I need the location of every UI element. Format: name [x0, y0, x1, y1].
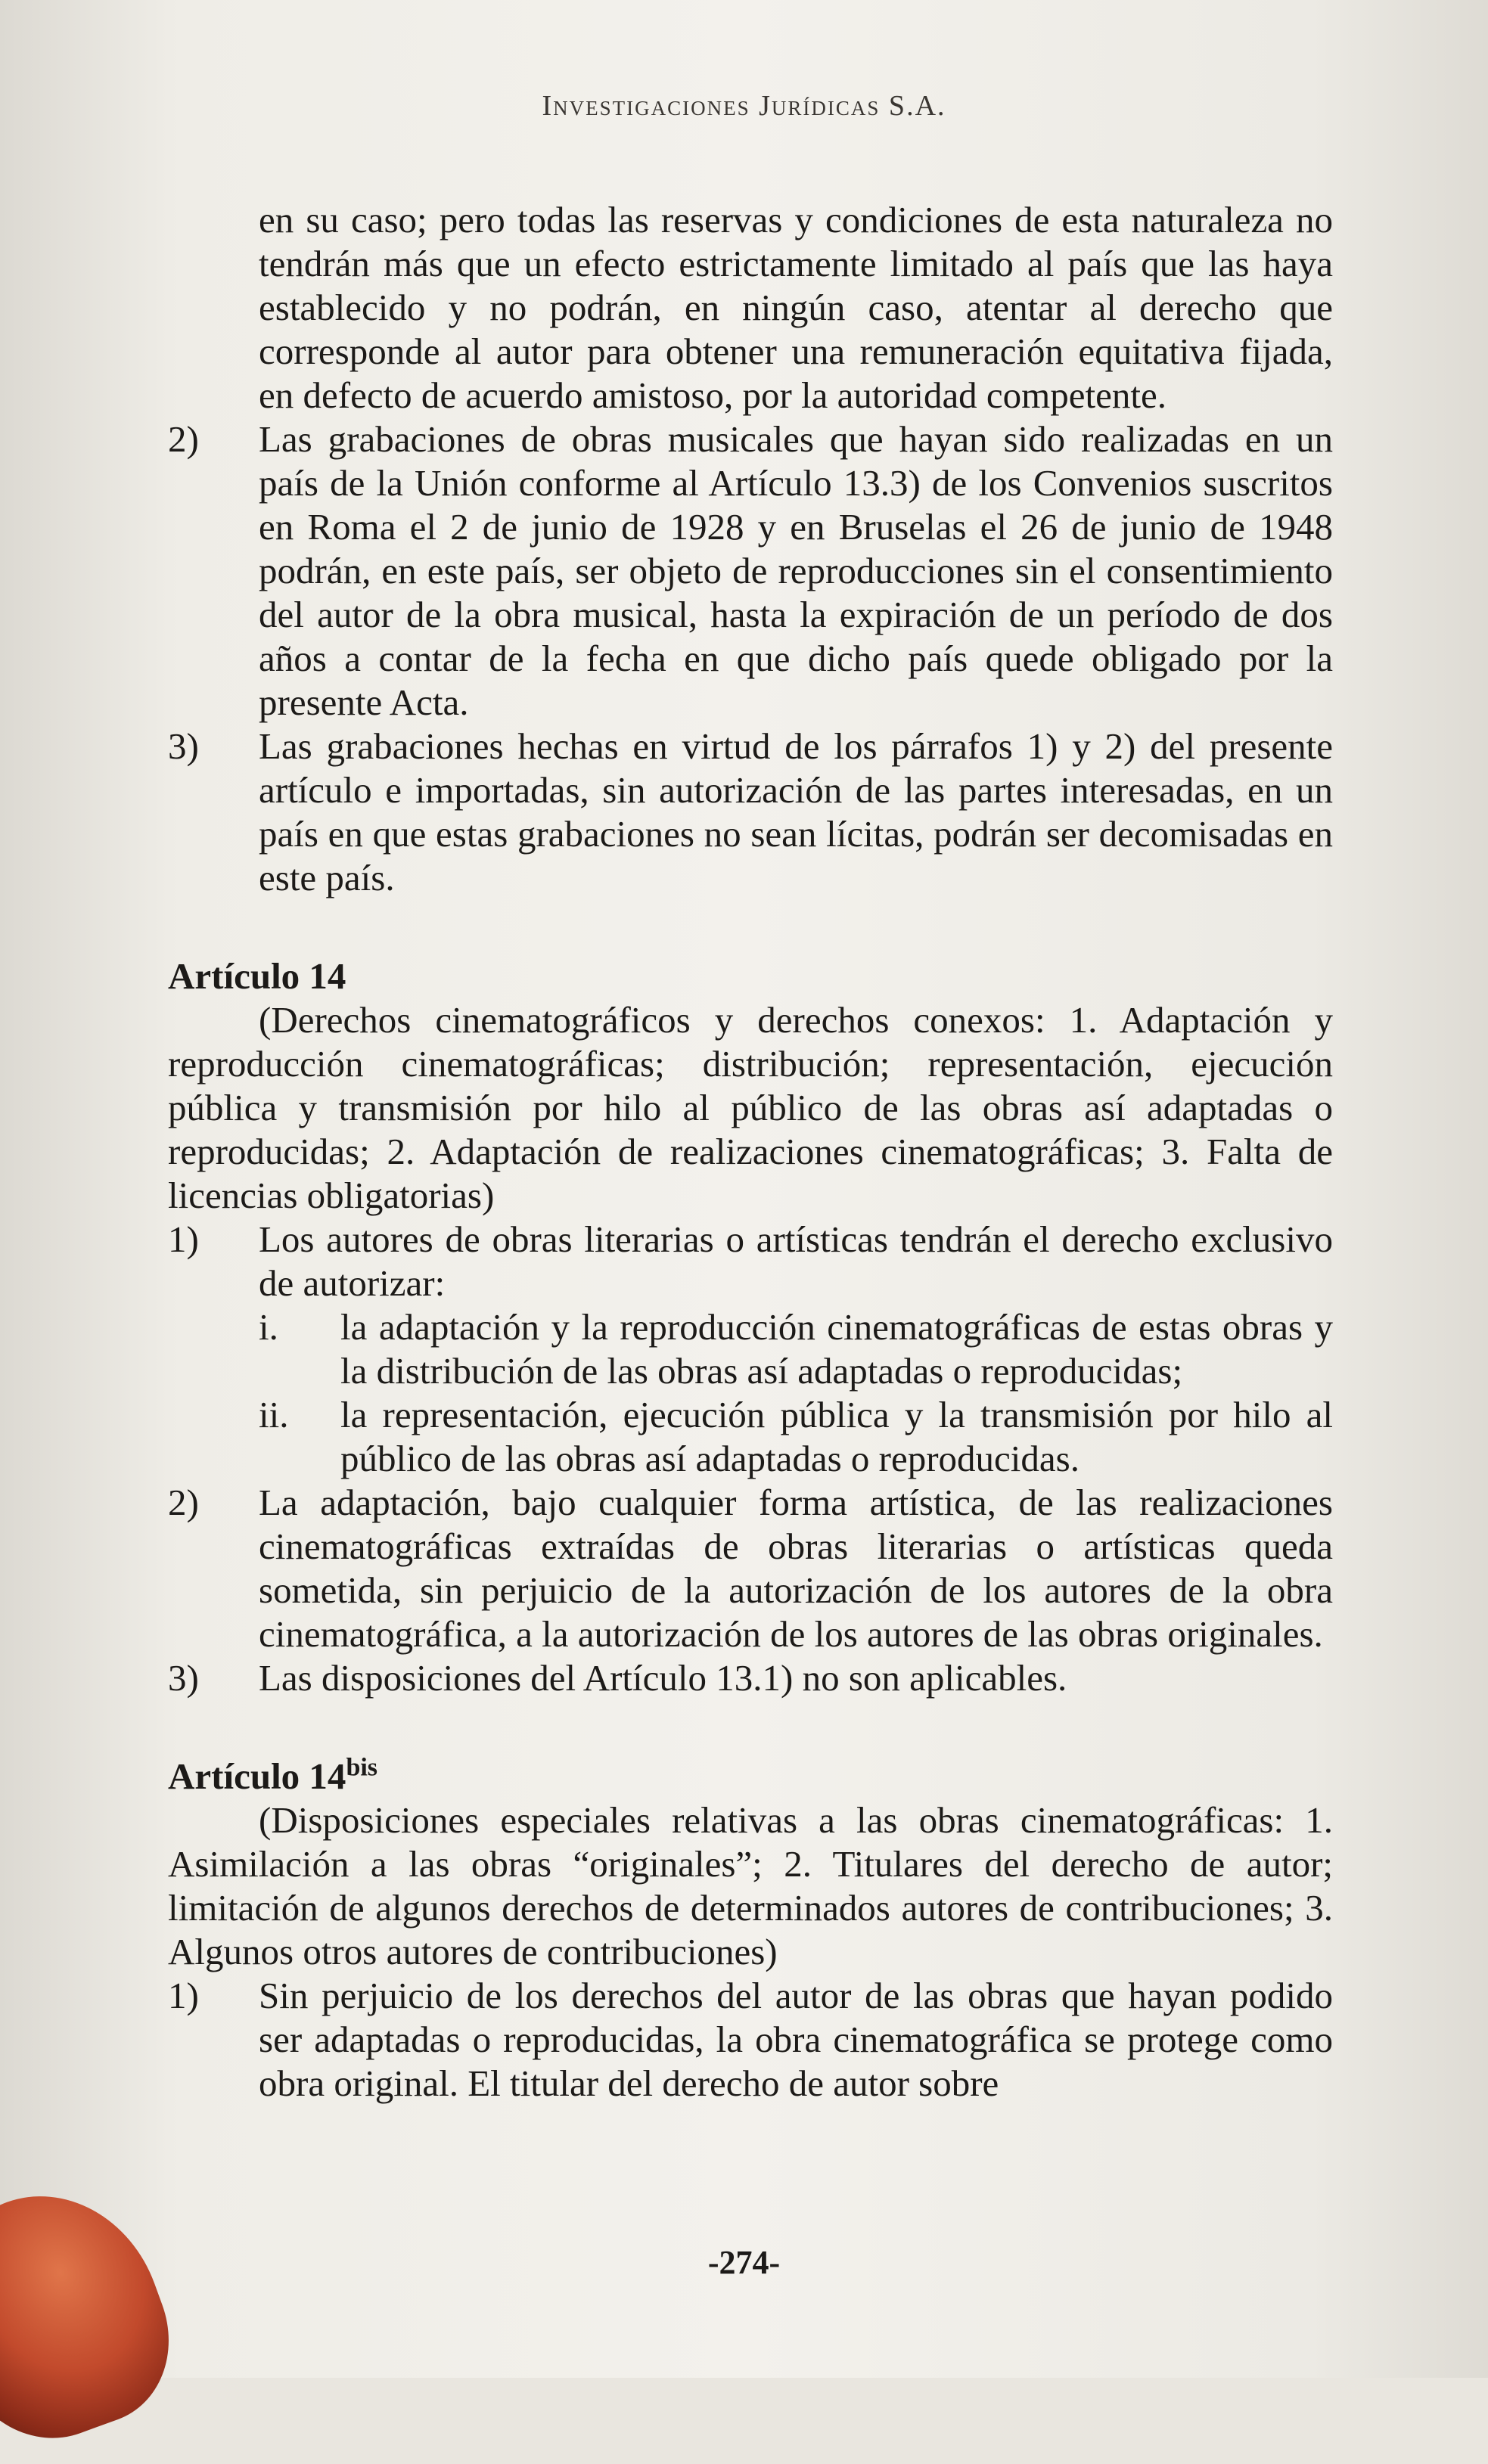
page-number: -274- [707, 2244, 781, 2281]
item-number: 2) [168, 1482, 199, 1523]
article-heading: Artículo 14 [168, 955, 346, 997]
numbered-item [168, 1974, 1333, 2106]
sub-item [259, 1305, 1333, 1393]
running-header: Investigaciones Jurídicas S.A. [542, 90, 946, 122]
item-text: Sin perjuicio de los derechos del autor de las obras que hayan podido ser adaptadas o reproducidas, la obra cinematográfica se protege como obra original. El titular del derecho de autor sobre [259, 1975, 1333, 2104]
article-summary: (Disposiciones especiales relativas a las obras cinematográficas: 1. Asimilación a las obras “originales”; 2. Titulares del derecho de autor; limitación de algunos derechos de determinados autores de contribuciones; 3. Algunos otros autores de contribuciones) [168, 1799, 1333, 1972]
item-text: Las grabaciones de obras musicales que hayan sido realizadas en un país de la Unión conforme al Artículo 13.3) de los Convenios suscritos en Roma el 2 de junio de 1928 y en Bruselas el 26 de junio de 1948 podrán, en este país, ser objeto de reproducciones sin el consentimiento del autor de la obra musical, hasta la expiración de un período de dos años a contar de la fecha en que dicho país quede obligado por la presente Acta. [259, 418, 1333, 723]
item-text: La adaptación, bajo cualquier forma artística, de las realizaciones cinematográficas extraídas de obras literarias o artísticas queda sometida, sin perjuicio de la autorización de los autores de la obra cinematográfica, a la autorización de los autores de las obras originales. [259, 1482, 1333, 1655]
numbered-item [168, 1218, 1333, 1481]
item-text: Las disposiciones del Artículo 13.1) no son aplicables. [259, 1657, 1067, 1699]
item-text: Los autores de obras literarias o artísticas tendrán el derecho exclusivo de autorizar: [259, 1218, 1333, 1304]
sub-item-number: i. [259, 1306, 278, 1348]
item-number: 3) [168, 1657, 199, 1699]
numbered-item [168, 417, 1333, 725]
sub-item-text: la adaptación y la reproducción cinematográficas de estas obras y la distribución de las obras así adaptadas o reproducidas; [340, 1306, 1333, 1392]
numbered-item [168, 725, 1333, 900]
item-number: 2) [168, 418, 199, 460]
continued-paragraph: en su caso; pero todas las reservas y condiciones de esta naturaleza no tendrán más que un efecto estrictamente limitado al país que las haya establecido y no podrán, en ningún caso, atentar al derecho que corresponde al autor para obtener una remuneración equitativa fijada, en defecto de acuerdo amistoso, por la autoridad competente. [259, 199, 1333, 416]
item-number: 3) [168, 725, 199, 767]
article-14-bis [168, 1755, 1333, 2106]
sub-item-number: ii. [259, 1394, 289, 1435]
article-14 [168, 954, 1333, 1700]
sub-item-text: la representación, ejecución pública y la transmisión por hilo al público de las obras así adaptadas o reproducidas. [340, 1394, 1333, 1479]
article-heading-superscript: bis [346, 1753, 378, 1782]
article-heading [168, 1755, 1333, 1798]
item-number: 1) [168, 1975, 199, 2016]
sub-item [259, 1393, 1333, 1481]
numbered-item [168, 1481, 1333, 1656]
article-heading-text: Artículo 14 [168, 1755, 346, 1797]
numbered-item [168, 1656, 1333, 1700]
item-text: Las grabaciones hechas en virtud de los párrafos 1) y 2) del presente artículo e importadas, sin autorización de las partes interesadas, en un país en que estas grabaciones no sean lícitas, podrán ser decomisadas en este país. [259, 725, 1333, 898]
text-block-continuation [168, 198, 1333, 900]
article-summary: (Derechos cinematográficos y derechos conexos: 1. Adaptación y reproducción cinematográficas; distribución; representación, ejecución pública y transmisión por hilo al público de las obras así adaptadas o reproducidas; 2. Adaptación de realizaciones cinematográficas; 3. Falta de licencias obligatorias) [168, 999, 1333, 1216]
item-number: 1) [168, 1218, 199, 1260]
fingertip-photo-artifact [0, 2165, 194, 2464]
